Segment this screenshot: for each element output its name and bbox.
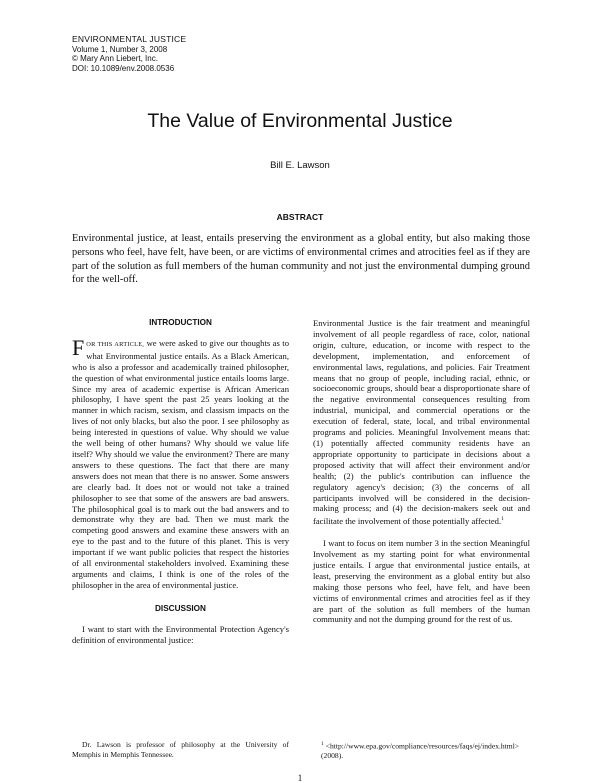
copyright-line: © Mary Ann Liebert, Inc. <box>72 54 158 64</box>
right-column <box>313 318 530 625</box>
author-name: Bill E. Lawson <box>270 160 330 171</box>
reference-footnote <box>313 740 530 761</box>
intro-small-caps: OR THIS ARTICLE, <box>86 340 145 348</box>
focus-paragraph: I want to focus on item number 3 in the section Meaningful Involvement as my starting point for what environmental justice entails. I argue that environmental justice entails, at least, preserving the environment as a global entity but also making those persons who feel, have felt, and have been victims of environmental crimes and atrocities feel as if they are part of the solution as full members of the human community and not the dumping ground for the rest of us. <box>313 538 530 625</box>
journal-header <box>72 35 186 73</box>
journal-volume: Volume 1, Number 3, 2008 <box>72 44 168 54</box>
abstract-text: Environmental justice, at least, entails preserving the environment as a global entity, but also making those persons who feel, have felt, have been, or are victims of environmental crimes and atrocities feel as if they are part of the solution as full members of the human community and not just the environmental dumping ground for the well-off. <box>72 233 530 286</box>
footnote-marker: 1 <box>501 516 504 523</box>
drop-cap: F <box>72 334 85 360</box>
epa-definition-quote <box>313 318 530 527</box>
footnote-number: 1 <box>321 741 324 747</box>
discussion-heading: DISCUSSION <box>155 603 206 613</box>
article-title: The Value of Environmental Justice <box>147 110 453 132</box>
discussion-paragraph: I want to start with the Environmental Protection Agency's definition of environmental justice: <box>72 623 289 645</box>
intro-text: we were asked to give our thoughts as to what Environmental justice entails. As a Black American, who is also a professor and academically trained philosopher, the question of what environmental justice entails looms large. Since my area of academic expertise is African American philosophy, I have spent the past 25 years looking at the manner in which racism, sexism, and classism impacts on the lives of not only blacks, but also the poor. I see philosophy as being interested in questions of value. Why should we value the well being of other humans? Why should we value life itself? Why should we value the environment? There are many answers to these questions. The fact that there are many answers does not mean that there is no answer. Some answers are clearly bad. It does not or would not take a trained philosopher to see that some of the answers are bad answers. The philosophical goal is to mark out the bad answers and to demonstrate why they are bad. Then we must mark the competing good answers and examine these answers with an eye to the past and to the future of this planet. This is very important if we want public policies that respect the histories of all environmental stakeholders involved. Examining these arguments and claims, I think is one of the roles of the philosopher in the area of environmental justice. <box>72 337 289 590</box>
left-column <box>72 318 289 645</box>
definition-text: Environmental Justice is the fair treatment and meaningful involvement of all people regardless of race, color, national origin, culture, education, or income with respect to the development, implementation, and enforcement of environmental laws, regulations, and policies. Fair Treatment means that no group of people, including racial, ethnic, or socioeconomic groups, should bear a disproportionate share of the negative environmental consequences resulting from industrial, municipal, and commercial operations or the execution of federal, state, local, and tribal environmental programs and policies. Meaningful Involvement means that: (1) potentially affected community residents have an appropriate opportunity to participate in decisions about a proposed activity that will affect their environment and/or health; (2) the public's contribution can influence the regulatory agency's decision; (3) the concerns of all participants involved will be considered in the decision-making process; and (4) the decision-makers seek out and facilitate the involvement of those potentially affected. <box>313 318 530 527</box>
introduction-heading: INTRODUCTION <box>149 318 212 327</box>
doi-line: DOI: 10.1089/env.2008.0536 <box>72 63 175 73</box>
page-number: 1 <box>297 773 303 783</box>
journal-name: ENVIRONMENTAL JUSTICE <box>72 34 187 44</box>
abstract-heading: ABSTRACT <box>276 212 324 222</box>
footnote-url[interactable]: <http://www.epa.gov/compliance/resources/faqs/ej/index.html> (2008). <box>321 741 520 761</box>
author-footnote: Dr. Lawson is professor of philosophy at the University of Memphis in Memphis Tennessee. <box>72 740 289 759</box>
introduction-paragraph <box>72 334 289 591</box>
